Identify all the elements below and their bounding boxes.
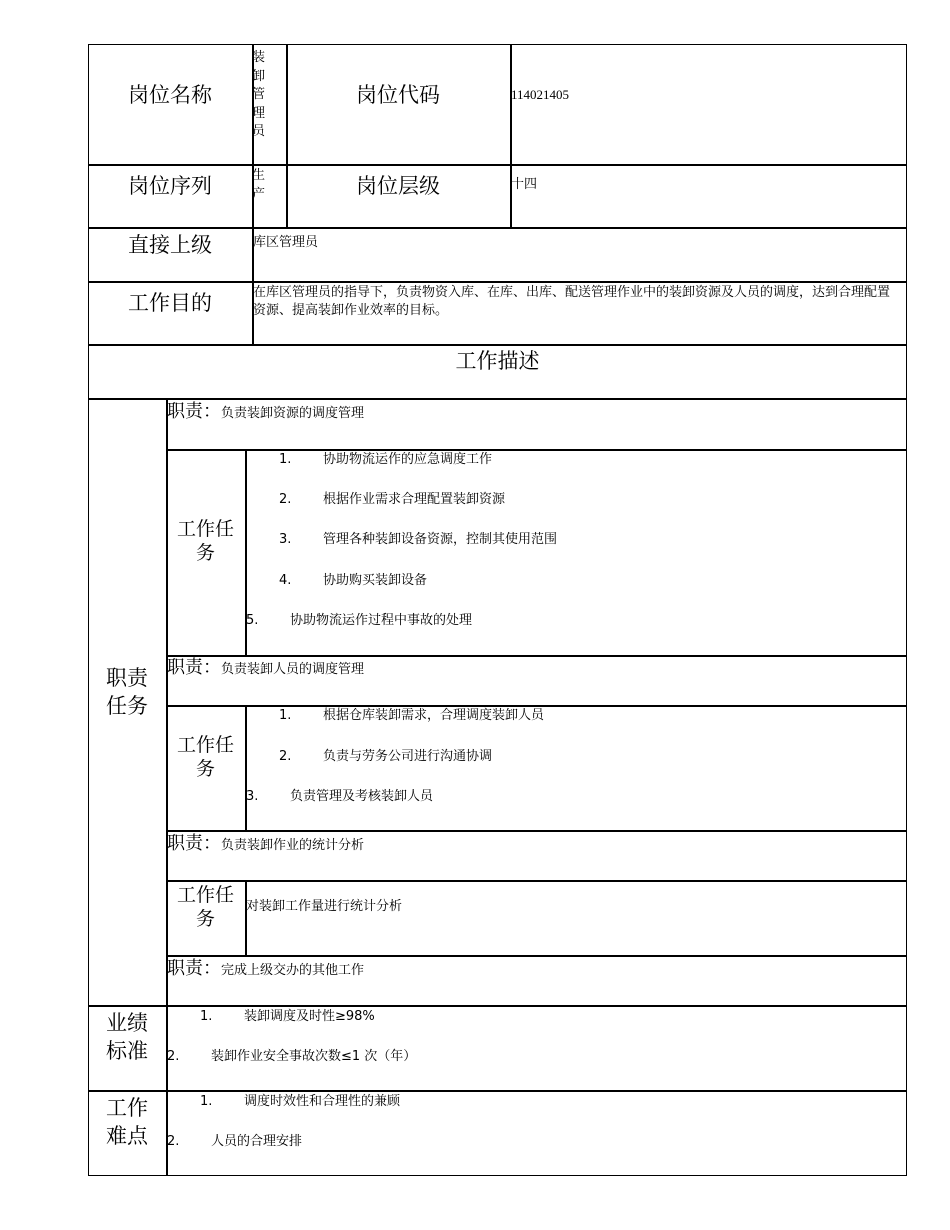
- col-divider: [245, 705, 247, 830]
- post-name-value: 装卸管理员: [252, 50, 266, 139]
- row-divider: [166, 655, 907, 657]
- task-item: 1. 根据仓库装卸需求，合理调度装卸人员: [279, 708, 545, 723]
- superior-label: 直接上级: [128, 233, 212, 257]
- job-description-table: [88, 44, 907, 1176]
- responsibility-1: 职责：负责装卸资源的调度管理: [167, 401, 365, 422]
- row-divider: [88, 227, 907, 229]
- responsibility-3: 职责：负责装卸作业的统计分析: [167, 833, 365, 854]
- purpose-label: 工作目的: [128, 291, 212, 315]
- sequence-label: 岗位序列: [128, 174, 212, 198]
- task-item: 2. 负责与劳务公司进行沟通协调: [279, 749, 493, 764]
- row-divider: [88, 1005, 907, 1007]
- performance-item: 1. 装卸调度及时性≥98%: [200, 1009, 375, 1024]
- task-label-1: 工作任 务: [176, 518, 234, 564]
- row-divider: [166, 449, 907, 451]
- row-divider: [88, 1090, 907, 1092]
- row-divider: [88, 281, 907, 283]
- col-divider: [245, 880, 247, 955]
- task-item: 5. 协助物流运作过程中事故的处理: [246, 613, 473, 628]
- superior-value: 库区管理员: [253, 235, 319, 250]
- sequence-value: 生产: [252, 168, 266, 202]
- task-item: 1. 协助物流运作的应急调度工作: [279, 452, 493, 467]
- task-item: 对装卸工作量进行统计分析: [246, 899, 403, 914]
- difficulty-item: 1. 调度时效性和合理性的兼顾: [200, 1094, 401, 1109]
- col-divider: [510, 44, 512, 227]
- description-title: 工作描述: [455, 349, 540, 373]
- purpose-value: 在库区管理员的指导下，负责物资入库、在库、出库、配送管理作业中的装卸资源及人员的调度，达到合理配置资源、提高装卸作业效率的目标。: [253, 285, 891, 318]
- row-divider: [88, 398, 907, 400]
- duties-label: 职责 任务: [106, 666, 148, 718]
- task-item: 4. 协助购买装卸设备: [279, 573, 428, 588]
- level-value: 十四: [511, 177, 538, 192]
- task-item: 3. 负责管理及考核装卸人员: [246, 789, 434, 804]
- task-label-3: 工作任 务: [176, 884, 234, 930]
- row-divider: [166, 880, 907, 882]
- col-divider: [286, 44, 288, 227]
- post-name-label: 岗位名称: [128, 83, 212, 107]
- responsibility-4: 职责：完成上级交办的其他工作: [167, 958, 365, 979]
- difficulty-item: 2. 人员的合理安排: [167, 1134, 303, 1149]
- row-divider: [88, 164, 907, 166]
- post-code-value: 114021405: [511, 87, 570, 102]
- row-divider: [166, 830, 907, 832]
- performance-label: 业绩 标准: [106, 1011, 148, 1063]
- level-label: 岗位层级: [356, 174, 440, 198]
- task-item: 3. 管理各种装卸设备资源，控制其使用范围: [279, 532, 558, 547]
- post-code-label: 岗位代码: [356, 83, 440, 107]
- responsibility-2: 职责：负责装卸人员的调度管理: [167, 657, 365, 678]
- task-label-2: 工作任 务: [176, 734, 234, 780]
- difficulty-label: 工作 难点: [106, 1096, 148, 1148]
- task-item: 2. 根据作业需求合理配置装卸资源: [279, 492, 506, 507]
- row-divider: [88, 344, 907, 346]
- performance-item: 2. 装卸作业安全事故次数≤1 次（年）: [167, 1049, 417, 1064]
- row-divider: [166, 955, 907, 957]
